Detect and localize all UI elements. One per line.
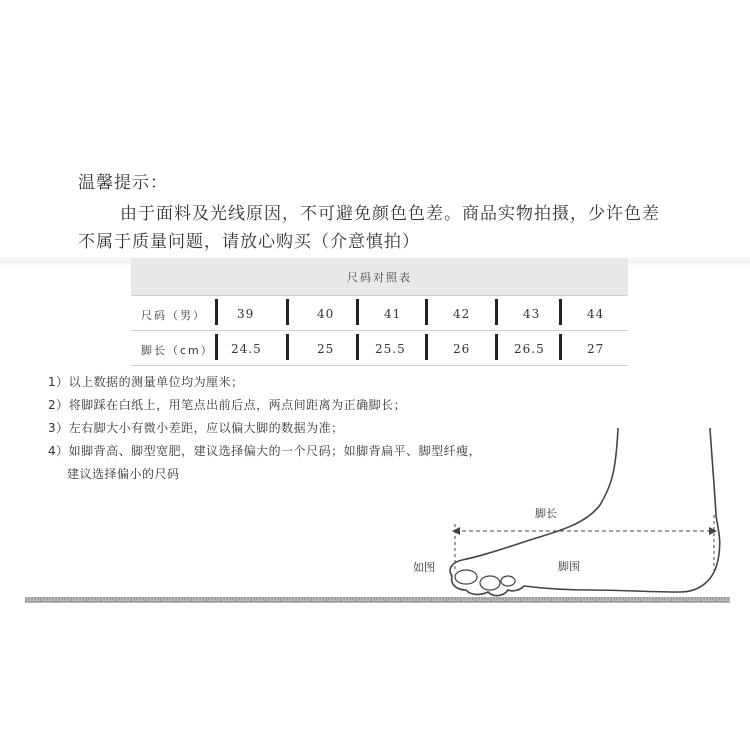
- foot-length-cell: 25.5: [375, 342, 406, 356]
- column-divider: [495, 299, 498, 325]
- notice-text-line-2: 不属于质量问题，请放心购买（介意慎拍）: [78, 232, 420, 252]
- column-divider: [559, 334, 562, 360]
- note-1: 1）以上数据的测量单位均为厘米；: [48, 375, 244, 389]
- size-cell: 39: [237, 307, 255, 321]
- note-3: 3）左右脚大小有微小差距，应以偏大脚的数据为准；: [48, 421, 344, 435]
- column-divider: [425, 299, 428, 325]
- column-divider: [495, 334, 498, 360]
- size-cell: 43: [523, 307, 541, 321]
- row-label-foot-length: 脚长（cm）: [141, 344, 214, 357]
- foot-length-cell: 26.5: [514, 342, 545, 356]
- column-divider: [425, 334, 428, 360]
- column-divider: [286, 299, 289, 325]
- foot-length-cell: 27: [587, 342, 605, 356]
- toe-outline: [480, 576, 500, 590]
- size-cell: 44: [587, 307, 605, 321]
- foot-girth-label: 脚围: [558, 560, 580, 573]
- notice-text-line-1: 由于面料及光线原因，不可避免颜色色差。商品实物拍摄，少许色差: [120, 204, 660, 224]
- note-4-continued: 建议选择偏小的尺码: [67, 467, 180, 481]
- toe-outline: [501, 576, 515, 586]
- column-divider: [286, 334, 289, 360]
- note-4: 4）如脚背高、脚型宽肥，建议选择偏大的一个尺码；如脚背扁平、脚型纤瘦，: [48, 444, 482, 458]
- column-divider: [559, 299, 562, 325]
- size-cell: 42: [453, 307, 471, 321]
- size-chart-title: 尺码对照表: [131, 258, 628, 295]
- foot-length-cell: 26: [453, 342, 471, 356]
- arrow-head-left: [452, 527, 460, 535]
- notice-title: 温馨提示：: [78, 173, 168, 193]
- column-divider: [215, 334, 218, 360]
- size-cell: 40: [317, 307, 335, 321]
- column-divider: [356, 299, 359, 325]
- foot-length-cell: 24.5: [231, 342, 262, 356]
- foot-measurement-diagram: [0, 420, 750, 620]
- row-label-size: 尺码（男）: [141, 309, 206, 322]
- column-divider: [356, 334, 359, 360]
- as-shown-label: 如图: [413, 561, 435, 574]
- column-divider: [215, 299, 218, 325]
- foot-outline: [450, 428, 720, 596]
- table-row-size: [131, 295, 628, 331]
- foot-length-label: 脚长: [535, 507, 557, 520]
- size-cell: 41: [384, 307, 402, 321]
- size-chart-table: [131, 258, 628, 366]
- foot-length-cell: 25: [317, 342, 335, 356]
- toe-outline: [455, 570, 477, 584]
- note-2: 2）将脚踩在白纸上，用笔点出前后点，两点间距离为正确脚长；: [48, 398, 407, 412]
- arrow-head-right: [709, 527, 717, 535]
- table-row-foot-length: [131, 331, 628, 366]
